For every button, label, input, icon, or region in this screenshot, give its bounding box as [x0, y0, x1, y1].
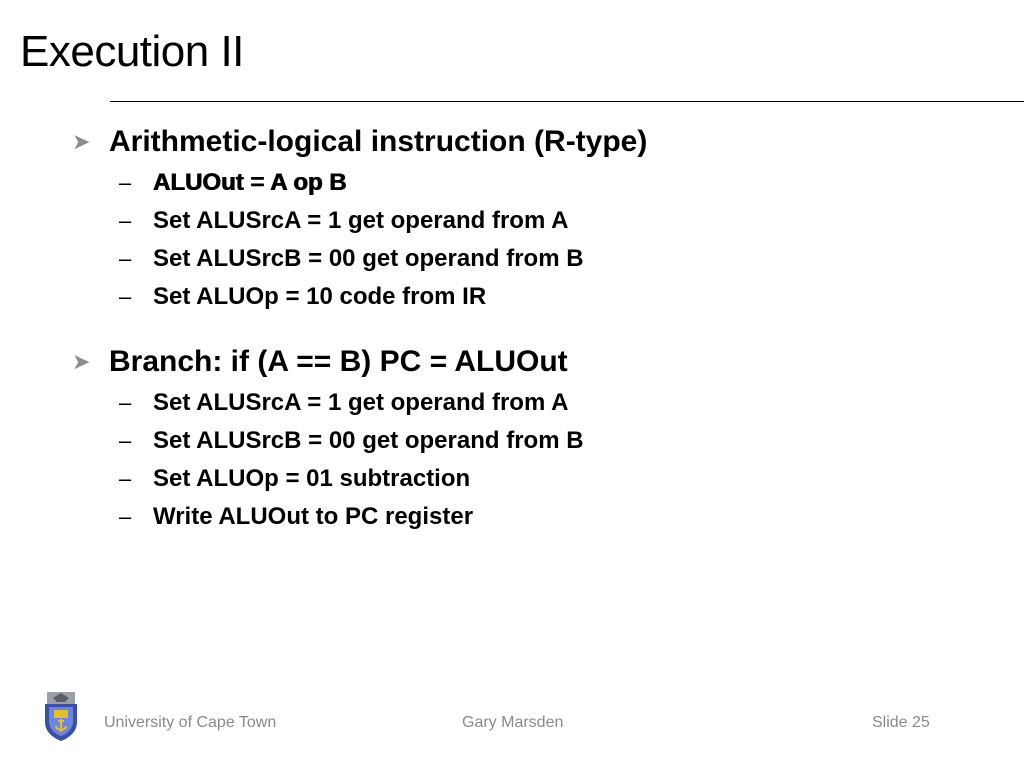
slide-title: Execution II: [20, 27, 244, 76]
bullet-section-r-type: [72, 120, 972, 316]
footer-slide-number: Slide 25: [872, 714, 930, 731]
sub-bullet-item: [72, 164, 972, 202]
sub-bullet-text: ALUOut = A op B: [153, 169, 347, 196]
dash-bullet: –: [119, 284, 132, 309]
title-divider: [110, 101, 1024, 102]
bullet-item: [72, 340, 972, 384]
bullet-text: Arithmetic-logical instruction (R-type): [109, 125, 648, 158]
sub-bullet-text: Set ALUSrcB = 00 get operand from B: [153, 245, 584, 272]
sub-bullet-item: [72, 202, 972, 240]
sub-bullet-text: Set ALUOp = 01 subtraction: [153, 465, 471, 492]
sub-bullet-item: [72, 422, 972, 460]
dash-bullet: –: [119, 390, 132, 415]
bullet-section-branch: [72, 340, 972, 536]
arrow-bullet-icon: ➤: [72, 349, 91, 374]
sub-bullet-item: [72, 278, 972, 316]
sub-bullet-list: [72, 164, 972, 316]
slide-content: [72, 120, 972, 536]
bullet-item: [72, 120, 972, 164]
sub-bullet-text: Set ALUOp = 10 code from IR: [153, 283, 487, 310]
sub-bullet-list: [72, 384, 972, 536]
bullet-text: Branch: if (A == B) PC = ALUOut: [109, 345, 568, 378]
sub-bullet-text: Set ALUSrcB = 00 get operand from B: [153, 427, 584, 454]
dash-bullet: –: [119, 466, 132, 491]
sub-bullet-item: [72, 498, 972, 536]
sub-bullet-item: [72, 384, 972, 422]
dash-bullet: –: [119, 504, 132, 529]
dash-bullet: –: [119, 170, 132, 195]
sub-bullet-text: Set ALUSrcA = 1 get operand from A: [153, 207, 569, 234]
sub-bullet-item: [72, 240, 972, 278]
sub-bullet-item: [72, 460, 972, 498]
footer-institution: University of Cape Town: [104, 714, 277, 731]
arrow-bullet-icon: ➤: [72, 129, 91, 154]
footer-author: Gary Marsden: [462, 714, 564, 731]
sub-bullet-text: Set ALUSrcA = 1 get operand from A: [153, 389, 569, 416]
sub-bullet-text: Write ALUOut to PC register: [153, 503, 474, 530]
uct-crest-logo: [43, 690, 79, 742]
dash-bullet: –: [119, 246, 132, 271]
dash-bullet: –: [119, 428, 132, 453]
dash-bullet: –: [119, 208, 132, 233]
slide-footer: [0, 686, 1024, 746]
